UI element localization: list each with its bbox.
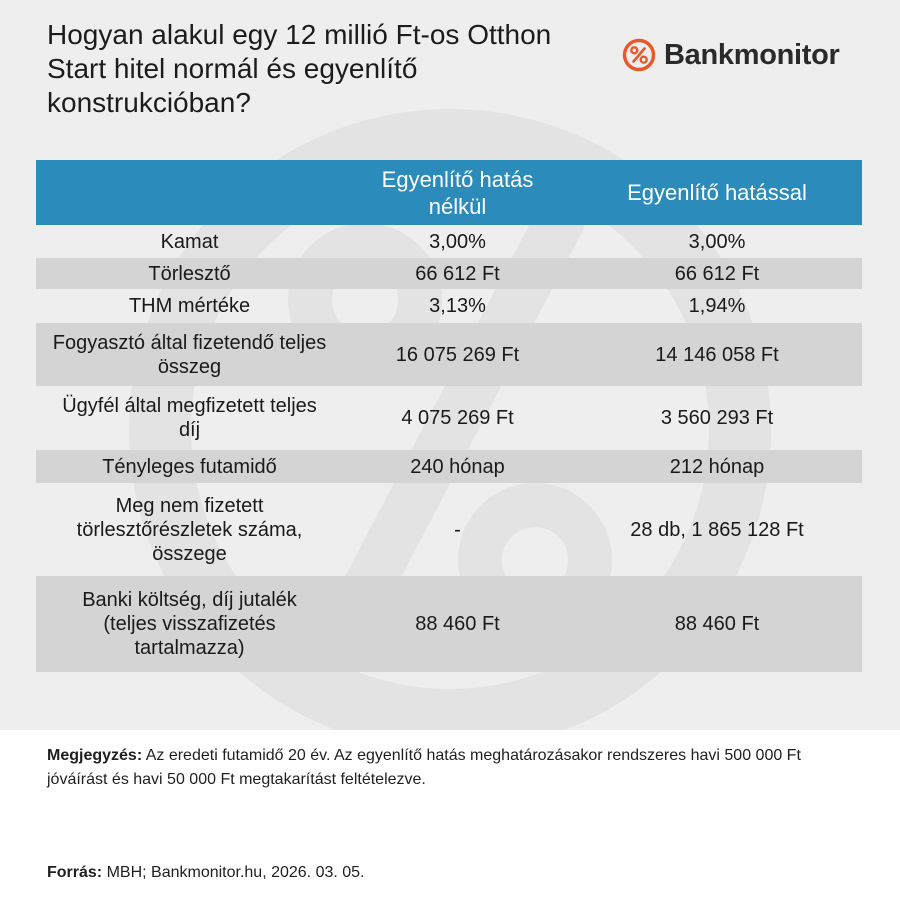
row-label: Fogyasztó által fizetendő teljes összeg [52, 331, 327, 378]
value-without: 3,00% [429, 230, 486, 253]
row-label: THM mértéke [128, 295, 251, 317]
table-row [36, 483, 862, 576]
value-with: 212 hónap [669, 455, 765, 478]
brand-logo [622, 36, 840, 74]
table-row [36, 225, 862, 258]
table-row [36, 576, 862, 672]
source-line [47, 862, 365, 884]
table-header [36, 160, 862, 225]
value-without: 16 075 269 Ft [395, 343, 520, 366]
header-without-equalizer: Egyenlítő hatás nélkül [381, 166, 534, 219]
value-with: 66 612 Ft [674, 262, 760, 285]
row-label: Meg nem fizetett törlesztőrészletek száma, összege [76, 494, 303, 565]
header-empty-cell [36, 160, 343, 225]
brand-name: Bankmonitor [664, 38, 840, 71]
source-body: MBH; Bankmonitor.hu, 2026. 03. 05. [102, 864, 365, 881]
table-row [36, 258, 862, 289]
table-row [36, 386, 862, 450]
row-label: Tényleges futamidő [102, 455, 277, 478]
note-label: Megjegyzés: [47, 747, 143, 764]
value-with: 28 db, 1 865 128 Ft [630, 518, 804, 541]
table-row [36, 289, 862, 323]
value-without: 240 hónap [410, 455, 505, 478]
value-without: 4 075 269 Ft [401, 407, 514, 429]
percent-circle-icon [622, 38, 656, 72]
page-title: Hogyan alakul egy 12 millió Ft-os Otthon Start hitel normál és egyenlítő konstrukcióban? [47, 19, 552, 118]
table-row [36, 323, 862, 386]
value-without: 3,13% [429, 295, 486, 317]
footnote [47, 744, 857, 792]
note-body: Az eredeti futamidő 20 év. Az egyenlítő hatás meghatározásakor rendszeres havi 500 000 Ft jóváírást és havi 50 000 Ft megtakarítást feltételezve. [47, 747, 801, 788]
source-label: Forrás: [47, 864, 103, 881]
value-without: - [454, 518, 461, 541]
header-with-equalizer: Egyenlítő hatással [627, 180, 807, 205]
row-label: Törlesztő [148, 262, 231, 285]
value-with: 14 146 058 Ft [655, 343, 779, 366]
value-with: 1,94% [688, 295, 746, 317]
note-text [47, 744, 857, 792]
row-label: Ügyfél által megfizetett teljes díj [62, 395, 317, 441]
row-label: Banki költség, díj jutalék (teljes visszafizetés tartalmazza) [82, 589, 297, 659]
table-row [36, 450, 862, 483]
value-with: 88 460 Ft [674, 613, 760, 635]
value-with: 3,00% [688, 230, 746, 253]
value-with: 3 560 293 Ft [660, 407, 774, 429]
value-without: 88 460 Ft [415, 613, 500, 635]
value-without: 66 612 Ft [415, 262, 500, 285]
comparison-table [36, 160, 862, 672]
row-label: Kamat [160, 230, 219, 253]
